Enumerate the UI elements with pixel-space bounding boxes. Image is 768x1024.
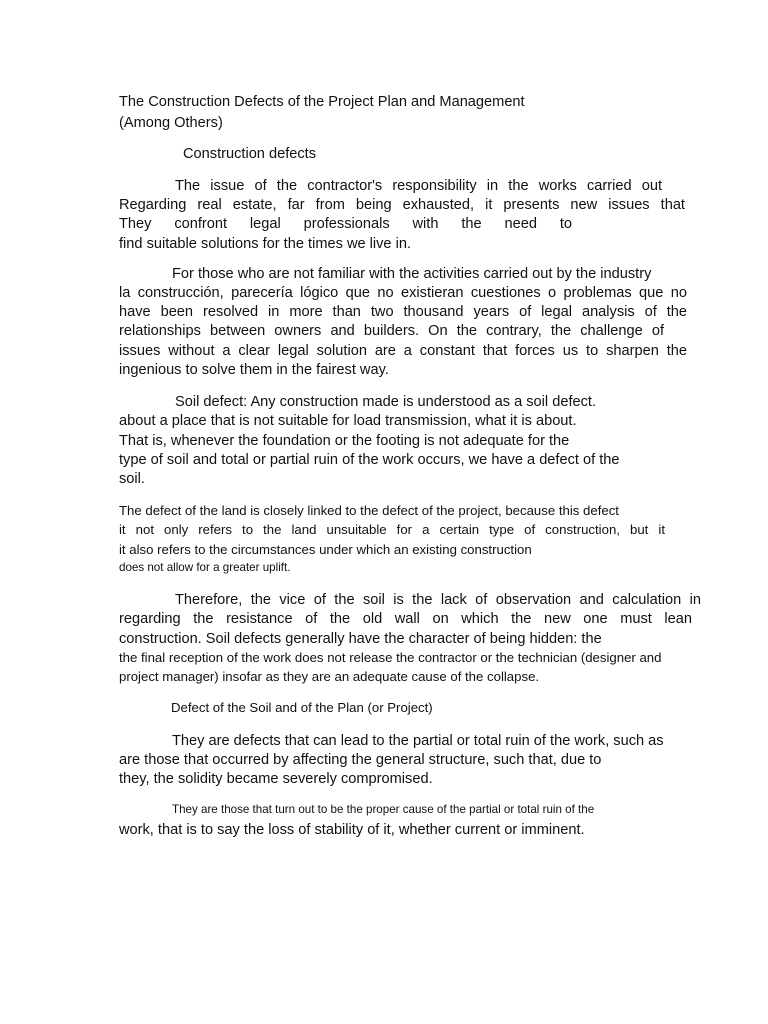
paragraph-2-line-3: have been resolved in more than two thousand years of legal analysis of the xyxy=(119,304,687,320)
paragraph-2-line-4: relationships between owners and builders. On the contrary, the challenge of xyxy=(119,323,664,339)
paragraph-5-line-5: project manager) insofar as they are an adequate cause of the collapse. xyxy=(119,669,540,684)
paragraph-7-line-1: They are those that turn out to be the proper cause of the partial or total ruin of the xyxy=(172,803,595,816)
heading-construction-defects: Construction defects xyxy=(183,146,317,162)
document-title-line-1: The Construction Defects of the Project Plan and Management xyxy=(119,94,525,110)
paragraph-5-line-2: regarding the resistance of the old wall on which the new one must lean xyxy=(119,611,692,627)
paragraph-6-line-2: are those that occurred by affecting the general structure, such that, due to xyxy=(119,752,602,768)
paragraph-1-line-3: They confront legal professionals with the need to xyxy=(119,216,572,232)
paragraph-2-line-2: la construcción, parecería lógico que no existieran cuestiones o problemas que no xyxy=(119,285,687,301)
paragraph-3-line-1: Soil defect: Any construction made is understood as a soil defect. xyxy=(175,394,597,410)
paragraph-7-line-2: work, that is to say the loss of stability of it, whether current or imminent. xyxy=(119,822,585,838)
heading-defect-soil-plan: Defect of the Soil and of the Plan (or Project) xyxy=(171,700,433,715)
paragraph-2-line-5: issues without a clear legal solution are a constant that forces us to sharpen the xyxy=(119,343,687,359)
paragraph-3-line-2: about a place that is not suitable for load transmission, what it is about. xyxy=(119,413,577,429)
paragraph-5-line-1: Therefore, the vice of the soil is the lack of observation and calculation in xyxy=(175,592,701,608)
paragraph-6-line-1: They are defects that can lead to the partial or total ruin of the work, such as xyxy=(172,733,664,749)
paragraph-3-line-5: soil. xyxy=(119,471,145,487)
document-title-line-2: (Among Others) xyxy=(119,115,223,131)
paragraph-6-line-3: they, the solidity became severely compromised. xyxy=(119,771,433,787)
paragraph-4-line-2: it not only refers to the land unsuitable for a certain type of construction, but it xyxy=(119,522,665,537)
paragraph-1-line-4: find suitable solutions for the times we live in. xyxy=(119,236,412,252)
paragraph-5-line-4: the final reception of the work does not release the contractor or the technician (designer and xyxy=(119,650,662,665)
paragraph-3-line-3: That is, whenever the foundation or the footing is not adequate for the xyxy=(119,433,570,449)
paragraph-2-line-1: For those who are not familiar with the activities carried out by the industry xyxy=(172,266,652,282)
paragraph-2-line-6: ingenious to solve them in the fairest way. xyxy=(119,362,389,378)
paragraph-4-line-3: it also refers to the circumstances under which an existing construction xyxy=(119,542,532,557)
paragraph-1-line-1: The issue of the contractor's responsibility in the works carried out xyxy=(175,178,662,194)
paragraph-5-line-3: construction. Soil defects generally have the character of being hidden: the xyxy=(119,631,602,647)
paragraph-3-line-4: type of soil and total or partial ruin of the work occurs, we have a defect of the xyxy=(119,452,620,468)
paragraph-4-line-1: The defect of the land is closely linked to the defect of the project, because this defect xyxy=(119,503,619,518)
paragraph-4-line-4: does not allow for a greater uplift. xyxy=(119,561,291,574)
paragraph-1-line-2: Regarding real estate, far from being exhausted, it presents new issues that xyxy=(119,197,685,213)
